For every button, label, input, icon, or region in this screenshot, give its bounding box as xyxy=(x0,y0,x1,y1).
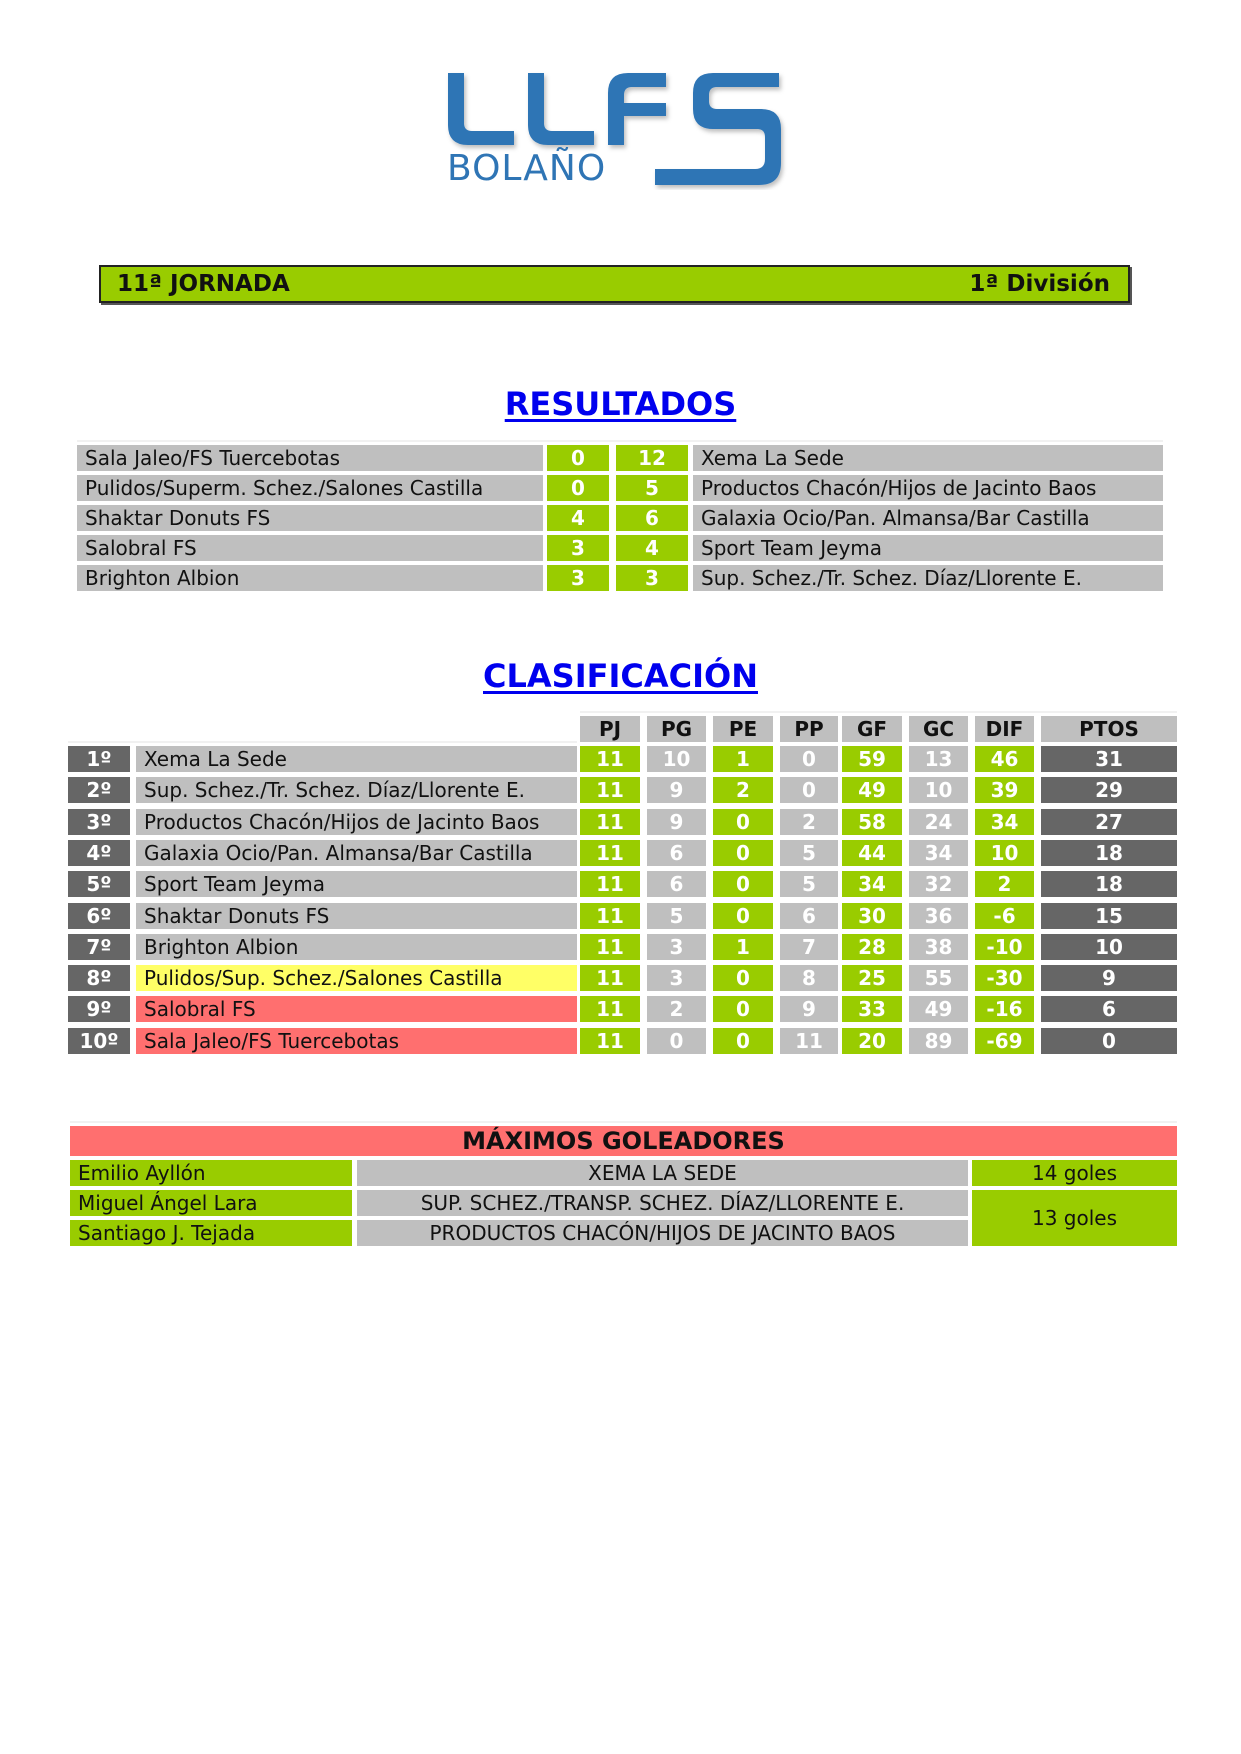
column-header-pe: PE xyxy=(713,716,773,742)
column-header-gc: GC xyxy=(909,716,968,742)
stat-pe: 0 xyxy=(713,809,773,835)
stat-gf: 28 xyxy=(842,934,902,960)
stat-dif: 46 xyxy=(975,746,1034,772)
home-team: Salobral FS xyxy=(77,535,543,561)
stat-gc: 89 xyxy=(909,1028,968,1054)
jornada-label: 11ª JORNADA xyxy=(117,271,290,297)
stat-dif: 2 xyxy=(975,871,1034,897)
away-score: 5 xyxy=(616,475,688,501)
away-score: 4 xyxy=(616,535,688,561)
stat-dif: -10 xyxy=(975,934,1034,960)
stat-gf: 44 xyxy=(842,840,902,866)
home-score: 0 xyxy=(547,445,609,471)
away-team: Sup. Schez./Tr. Schez. Díaz/Llorente E. xyxy=(693,565,1163,591)
team-name: Sport Team Jeyma xyxy=(136,871,577,897)
home-score: 3 xyxy=(547,565,609,591)
rank-position: 6º xyxy=(68,903,130,929)
rank-position: 8º xyxy=(68,965,130,991)
column-header-pp: PP xyxy=(780,716,838,742)
stat-pg: 3 xyxy=(647,965,706,991)
stat-pj: 11 xyxy=(580,903,640,929)
away-score: 6 xyxy=(616,505,688,531)
stat-ptos: 18 xyxy=(1041,871,1177,897)
scorer-name: Miguel Ángel Lara xyxy=(70,1190,352,1216)
stat-gc: 32 xyxy=(909,871,968,897)
stat-pp: 0 xyxy=(780,746,838,772)
stat-ptos: 18 xyxy=(1041,840,1177,866)
stat-gc: 24 xyxy=(909,809,968,835)
stat-pj: 11 xyxy=(580,1028,640,1054)
team-name: Sup. Schez./Tr. Schez. Díaz/Llorente E. xyxy=(136,777,577,803)
rank-position: 1º xyxy=(68,746,130,772)
stat-ptos: 10 xyxy=(1041,934,1177,960)
scorers-title: MÁXIMOS GOLEADORES xyxy=(70,1126,1177,1156)
stat-pp: 11 xyxy=(780,1028,838,1054)
results-title[interactable]: RESULTADOS xyxy=(504,385,737,423)
logo-text-bolano: BOLAÑO xyxy=(447,148,607,189)
column-header-pj: PJ xyxy=(580,716,640,742)
division-label: 1ª División xyxy=(969,271,1110,297)
stat-ptos: 6 xyxy=(1041,996,1177,1022)
stat-pe: 0 xyxy=(713,996,773,1022)
stat-ptos: 9 xyxy=(1041,965,1177,991)
stat-gc: 34 xyxy=(909,840,968,866)
scorer-name: Santiago J. Tejada xyxy=(70,1220,352,1246)
stat-pe: 0 xyxy=(713,965,773,991)
stat-pe: 0 xyxy=(713,840,773,866)
stat-gf: 20 xyxy=(842,1028,902,1054)
home-score: 4 xyxy=(547,505,609,531)
stat-gf: 34 xyxy=(842,871,902,897)
stat-pp: 2 xyxy=(780,809,838,835)
stat-gc: 38 xyxy=(909,934,968,960)
stat-pg: 9 xyxy=(647,777,706,803)
rank-position: 7º xyxy=(68,934,130,960)
column-header-dif: DIF xyxy=(975,716,1034,742)
rank-position: 5º xyxy=(68,871,130,897)
stat-pe: 0 xyxy=(713,903,773,929)
stat-pp: 5 xyxy=(780,840,838,866)
scorer-team: XEMA LA SEDE xyxy=(357,1160,968,1186)
stat-gc: 13 xyxy=(909,746,968,772)
stat-pp: 5 xyxy=(780,871,838,897)
stat-pp: 6 xyxy=(780,903,838,929)
stat-dif: -16 xyxy=(975,996,1034,1022)
home-score: 3 xyxy=(547,535,609,561)
results-table-topline xyxy=(77,440,1163,442)
away-team: Sport Team Jeyma xyxy=(693,535,1163,561)
stat-gf: 49 xyxy=(842,777,902,803)
jornada-header-bar xyxy=(99,265,1130,303)
team-name: Sala Jaleo/FS Tuercebotas xyxy=(136,1028,577,1054)
home-team: Shaktar Donuts FS xyxy=(77,505,543,531)
stat-pg: 3 xyxy=(647,934,706,960)
stat-gc: 55 xyxy=(909,965,968,991)
scorers-topline xyxy=(70,1121,1177,1123)
team-name: Brighton Albion xyxy=(136,934,577,960)
llfs-bolano-logo-icon xyxy=(443,70,798,190)
league-logo xyxy=(443,70,798,190)
column-header-gf: GF xyxy=(842,716,902,742)
team-name: Salobral FS xyxy=(136,996,577,1022)
stat-gf: 25 xyxy=(842,965,902,991)
stat-dif: -6 xyxy=(975,903,1034,929)
stat-pe: 0 xyxy=(713,1028,773,1054)
rank-position: 10º xyxy=(68,1028,130,1054)
stat-pj: 11 xyxy=(580,965,640,991)
away-team: Productos Chacón/Hijos de Jacinto Baos xyxy=(693,475,1163,501)
stat-pj: 11 xyxy=(580,871,640,897)
column-header-ptos: PTOS xyxy=(1041,716,1177,742)
stat-gf: 59 xyxy=(842,746,902,772)
stat-gc: 49 xyxy=(909,996,968,1022)
team-name: Productos Chacón/Hijos de Jacinto Baos xyxy=(136,809,577,835)
stat-pj: 11 xyxy=(580,934,640,960)
stat-pg: 0 xyxy=(647,1028,706,1054)
standings-header-topline xyxy=(580,711,1177,713)
stat-gf: 58 xyxy=(842,809,902,835)
home-team: Pulidos/Superm. Schez./Salones Castilla xyxy=(77,475,543,501)
stat-dif: 39 xyxy=(975,777,1034,803)
stat-pp: 7 xyxy=(780,934,838,960)
scorer-name: Emilio Ayllón xyxy=(70,1160,352,1186)
home-team: Sala Jaleo/FS Tuercebotas xyxy=(77,445,543,471)
stat-pj: 11 xyxy=(580,840,640,866)
stat-ptos: 29 xyxy=(1041,777,1177,803)
stat-gf: 30 xyxy=(842,903,902,929)
stat-ptos: 31 xyxy=(1041,746,1177,772)
team-name: Shaktar Donuts FS xyxy=(136,903,577,929)
stat-pj: 11 xyxy=(580,809,640,835)
stat-pe: 1 xyxy=(713,746,773,772)
stat-dif: -69 xyxy=(975,1028,1034,1054)
rank-position: 4º xyxy=(68,840,130,866)
stat-pe: 2 xyxy=(713,777,773,803)
stat-ptos: 15 xyxy=(1041,903,1177,929)
stat-pg: 6 xyxy=(647,871,706,897)
rank-position: 2º xyxy=(68,777,130,803)
stat-pp: 8 xyxy=(780,965,838,991)
goals-count: 14 goles xyxy=(972,1160,1177,1186)
home-score: 0 xyxy=(547,475,609,501)
stat-ptos: 27 xyxy=(1041,809,1177,835)
away-score: 12 xyxy=(616,445,688,471)
stat-pp: 9 xyxy=(780,996,838,1022)
team-name: Xema La Sede xyxy=(136,746,577,772)
rank-position: 3º xyxy=(68,809,130,835)
away-team: Galaxia Ocio/Pan. Almansa/Bar Castilla xyxy=(693,505,1163,531)
stat-dif: 10 xyxy=(975,840,1034,866)
stat-pe: 0 xyxy=(713,871,773,897)
stat-dif: -30 xyxy=(975,965,1034,991)
team-name: Pulidos/Sup. Schez./Salones Castilla xyxy=(136,965,577,991)
stat-pg: 5 xyxy=(647,903,706,929)
stat-pg: 2 xyxy=(647,996,706,1022)
goals-count: 13 goles xyxy=(972,1190,1177,1246)
stat-pg: 6 xyxy=(647,840,706,866)
stat-pj: 11 xyxy=(580,777,640,803)
away-team: Xema La Sede xyxy=(693,445,1163,471)
stat-pe: 1 xyxy=(713,934,773,960)
column-header-pg: PG xyxy=(647,716,706,742)
away-score: 3 xyxy=(616,565,688,591)
stat-gc: 36 xyxy=(909,903,968,929)
stat-gc: 10 xyxy=(909,777,968,803)
standings-table-topline xyxy=(68,741,577,743)
stat-gf: 33 xyxy=(842,996,902,1022)
stat-ptos: 0 xyxy=(1041,1028,1177,1054)
stat-pg: 10 xyxy=(647,746,706,772)
stat-pg: 9 xyxy=(647,809,706,835)
stat-pp: 0 xyxy=(780,777,838,803)
stat-dif: 34 xyxy=(975,809,1034,835)
home-team: Brighton Albion xyxy=(77,565,543,591)
rank-position: 9º xyxy=(68,996,130,1022)
standings-title[interactable]: CLASIFICACIÓN xyxy=(483,657,758,695)
stat-pj: 11 xyxy=(580,746,640,772)
team-name: Galaxia Ocio/Pan. Almansa/Bar Castilla xyxy=(136,840,577,866)
scorer-team: PRODUCTOS CHACÓN/HIJOS DE JACINTO BAOS xyxy=(357,1220,968,1246)
scorer-team: SUP. SCHEZ./TRANSP. SCHEZ. DÍAZ/LLORENTE E. xyxy=(357,1190,968,1216)
stat-pj: 11 xyxy=(580,996,640,1022)
